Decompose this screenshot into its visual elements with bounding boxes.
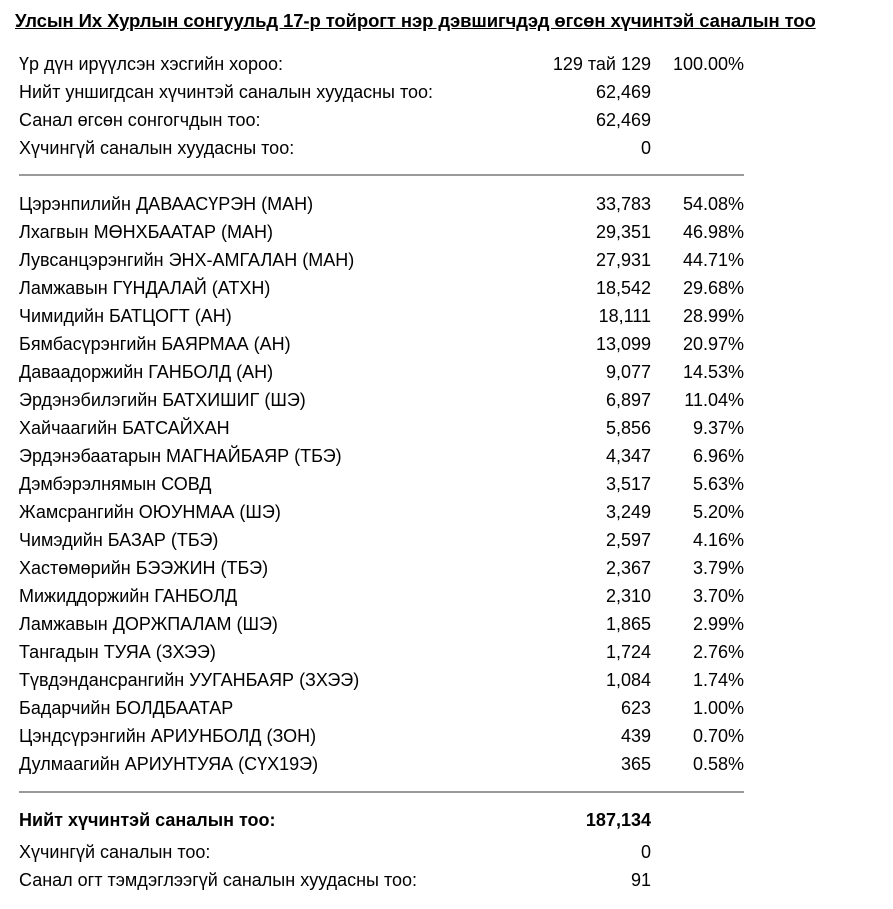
candidate-row-percent: 20.97% [682, 334, 744, 354]
summary-row-value: 62,469 [595, 110, 651, 130]
candidate-row-value: 9,077 [605, 362, 651, 382]
page-title: Улсын Их Хурлын сонгуульд 17-р тойрогт нэр дэвшигчдэд өгсөн хүчинтэй саналын тоо [15, 10, 816, 31]
candidate-row-value: 4,347 [605, 446, 651, 466]
candidate-row [19, 190, 759, 218]
candidate-row-percent: 0.70% [692, 726, 744, 746]
candidate-row-percent: 4.16% [692, 530, 744, 550]
candidate-row-percent: 54.08% [682, 194, 744, 214]
candidate-row-percent: 29.68% [682, 278, 744, 298]
candidate-row-value: 33,783 [595, 194, 651, 214]
candidate-row [19, 386, 759, 414]
candidate-row [19, 218, 759, 246]
summary-row-value: 129 тай 129 [552, 54, 651, 74]
candidate-row [19, 330, 759, 358]
candidate-row-percent: 1.74% [692, 670, 744, 690]
candidate-row [19, 666, 759, 694]
candidate-row-value: 13,099 [595, 334, 651, 354]
summary-row-label: Санал өгсөн сонгогчдын тоо: [19, 110, 261, 130]
summary-row-label: Үр дүн ирүүлсэн хэсгийн хороо: [19, 54, 284, 74]
candidate-row-label: Түвдэндансрангийн УУГАНБАЯР (ЗХЭЭ) [19, 670, 360, 690]
candidate-row-label: Хастөмөрийн БЭЭЖИН (ТБЭ) [19, 558, 269, 578]
candidate-row [19, 526, 759, 554]
totals-row [19, 866, 759, 894]
candidate-row-label: Даваадоржийн ГАНБОЛД (АН) [19, 362, 274, 382]
summary-row [19, 50, 759, 78]
candidate-row-percent: 2.99% [692, 614, 744, 634]
summary-row-label: Хүчингүй саналын хуудасны тоо: [19, 138, 295, 158]
candidate-row-percent: 0.58% [692, 754, 744, 774]
candidate-row-label: Хайчаагийн БАТСАЙХАН [19, 418, 230, 438]
candidate-row-label: Эрдэнэбилэгийн БАТХИШИГ (ШЭ) [19, 390, 306, 410]
candidate-row-value: 3,517 [605, 474, 651, 494]
candidate-row [19, 498, 759, 526]
candidate-row [19, 582, 759, 610]
candidate-row-value: 365 [620, 754, 651, 774]
candidate-row-percent: 14.53% [682, 362, 744, 382]
candidate-row [19, 554, 759, 582]
candidate-row [19, 470, 759, 498]
summary-row-value: 62,469 [595, 82, 651, 102]
candidate-row-percent: 11.04% [684, 390, 744, 410]
candidate-row-percent: 5.63% [692, 474, 744, 494]
candidate-row-label: Бямбасүрэнгийн БАЯРМАА (АН) [19, 334, 291, 354]
candidate-row-value: 1,084 [605, 670, 651, 690]
candidate-row [19, 302, 759, 330]
candidate-row-label: Мижиддоржийн ГАНБОЛД [19, 586, 238, 606]
candidate-row-value: 5,856 [605, 418, 651, 438]
candidate-row-label: Жамсрангийн ОЮУНМАА (ШЭ) [19, 502, 281, 522]
summary-row [19, 106, 759, 134]
candidate-row-value: 27,931 [595, 250, 651, 270]
candidate-row-value: 2,310 [605, 586, 651, 606]
candidate-row [19, 694, 759, 722]
candidate-row-percent: 28.99% [682, 306, 744, 326]
totals-row-value: 0 [640, 842, 651, 862]
candidate-row-value: 2,367 [605, 558, 651, 578]
summary-divider [19, 174, 744, 176]
totals-row-value: 91 [630, 870, 651, 890]
candidate-row-percent: 2.76% [692, 642, 744, 662]
totals-row-value: 187,134 [585, 810, 651, 830]
candidate-row [19, 638, 759, 666]
candidate-row-value: 3,249 [605, 502, 651, 522]
summary-row-percent: 100.00% [672, 54, 744, 74]
candidate-row-label: Ламжавын ДОРЖПАЛАМ (ШЭ) [19, 614, 278, 634]
candidate-row-percent: 6.96% [692, 446, 744, 466]
candidate-row-value: 18,542 [595, 278, 651, 298]
candidate-row-value: 1,724 [605, 642, 651, 662]
candidate-row-percent: 44.71% [682, 250, 744, 270]
candidate-row [19, 442, 759, 470]
totals-row-label: Нийт хүчинтэй саналын тоо: [19, 810, 276, 830]
totals-row-label: Санал огт тэмдэглээгүй саналын хуудасны тоо: [19, 870, 418, 890]
candidate-row-label: Лхагвын МӨНХБААТАР (МАН) [19, 222, 274, 242]
candidate-row-value: 1,865 [605, 614, 651, 634]
totals-divider [19, 791, 744, 793]
candidate-row-label: Чимэдийн БАЗАР (ТБЭ) [19, 530, 219, 550]
candidate-row-percent: 9.37% [692, 418, 744, 438]
candidate-row-value: 29,351 [595, 222, 651, 242]
candidate-row-percent: 3.79% [692, 558, 744, 578]
candidate-row [19, 414, 759, 442]
candidate-row-label: Чимидийн БАТЦОГТ (АН) [19, 306, 232, 326]
summary-row-label: Нийт уншигдсан хүчинтэй саналын хуудасны тоо: [19, 82, 434, 102]
candidate-row-value: 439 [620, 726, 651, 746]
candidate-row [19, 722, 759, 750]
candidate-row-label: Эрдэнэбаатарын МАГНАЙБАЯР (ТБЭ) [19, 446, 342, 466]
candidate-row [19, 246, 759, 274]
candidate-row-label: Бадарчийн БОЛДБААТАР [19, 698, 234, 718]
candidate-row-label: Лувсанцэрэнгийн ЭНХ-АМГАЛАН (МАН) [19, 250, 355, 270]
candidate-row-value: 623 [620, 698, 651, 718]
candidate-row-percent: 46.98% [682, 222, 744, 242]
candidate-row-value: 18,111 [598, 306, 651, 326]
candidate-row-label: Дулмаагийн АРИУНТУЯА (СҮХ19Э) [19, 754, 319, 774]
candidate-row [19, 610, 759, 638]
candidate-row-label: Ламжавын ГҮНДАЛАЙ (АТХН) [19, 278, 271, 298]
candidate-row-percent: 5.20% [692, 502, 744, 522]
candidate-row-percent: 1.00% [692, 698, 744, 718]
candidate-row [19, 358, 759, 386]
summary-row [19, 134, 759, 162]
candidate-row-label: Дэмбэрэлнямын СОВД [19, 474, 212, 494]
candidate-row-value: 2,597 [605, 530, 651, 550]
totals-row-label: Хүчингүй саналын тоо: [19, 842, 211, 862]
totals-row [19, 806, 759, 834]
candidate-row-value: 6,897 [605, 390, 651, 410]
totals-row [19, 838, 759, 866]
summary-row-value: 0 [640, 138, 651, 158]
candidate-row-percent: 3.70% [692, 586, 744, 606]
candidate-row [19, 750, 759, 778]
candidate-row [19, 274, 759, 302]
candidate-row-label: Цэрэнпилийн ДАВААСҮРЭН (МАН) [19, 194, 314, 214]
summary-row [19, 78, 759, 106]
candidate-row-label: Тангадын ТУЯА (ЗХЭЭ) [19, 642, 216, 662]
candidate-row-label: Цэндсүрэнгийн АРИУНБОЛД (ЗОН) [19, 726, 317, 746]
